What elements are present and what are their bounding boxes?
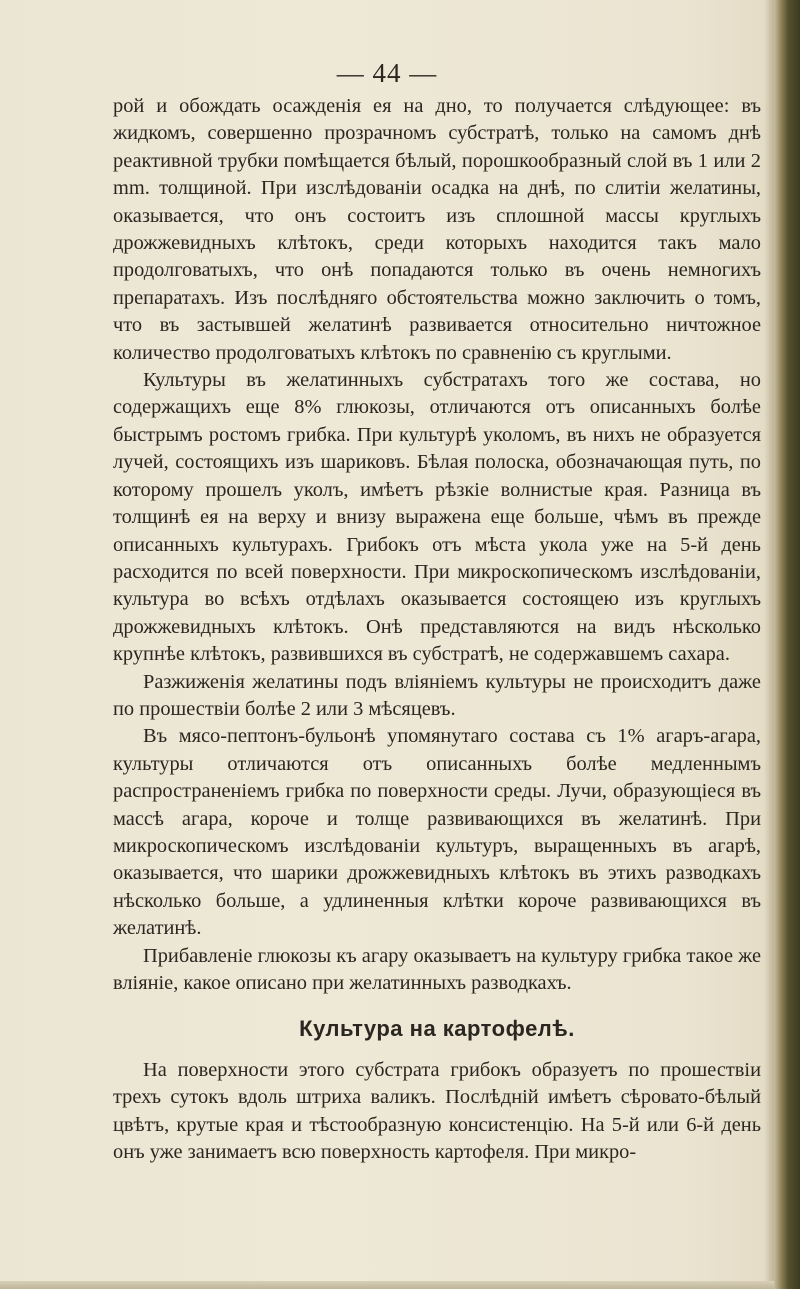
paragraph: Прибавленіе глюкозы къ агару оказываетъ на культуру грибка такое же вліяніе, какое описано при желатинныхъ разводкахъ. (113, 944, 761, 994)
page-number: — 44 — (336, 58, 438, 88)
page-bottom-edge (0, 1281, 774, 1289)
paragraph: Разжиженія желатины подъ вліяніемъ культуры не происходитъ даже по прошествіи болѣе 2 или 3 мѣсяцевъ. (113, 670, 761, 720)
paragraph: рой и обождать осажденія ея на дно, то получается слѣдующее: въ жидкомъ, совершенно прозрачномъ субстратѣ, только на самомъ днѣ реактивной трубки помѣщается бѣлый, порошкообразный слой въ 1 или 2 mm. толщиной. При изслѣдованіи осадка на днѣ, по слитіи желатины, оказывается, что онъ состоитъ изъ сплошной массы круглыхъ дрожжевидныхъ клѣтокъ, среди которыхъ находится такъ мало продолговатыхъ, что онѣ попадаются только въ очень немногихъ препаратахъ. Изъ послѣдняго обстоятельства можно заключить о томъ, что въ застывшей желатинѣ развивается относительно ничтожное количество продолговатыхъ клѣтокъ по сравненію съ круглыми. (113, 95, 761, 364)
paragraph: Культуры въ желатинныхъ субстратахъ того же состава, но содержащихъ еще 8% глюкозы, отличаются отъ описанныхъ болѣе быстрымъ ростомъ грибка. При культурѣ уколомъ, въ нихъ не образуется лучей, состоящихъ изъ шариковъ. Бѣлая полоска, обозначающая путь, по которому прошелъ уколъ, имѣетъ рѣзкіе волнистые края. Разница въ толщинѣ ея на верху и внизу выражена еще больше, чѣмъ въ прежде описанныхъ культурахъ. Грибокъ отъ мѣста укола уже на 5-й день расходится по всей поверхности. При микроскопическомъ изслѣдованіи, культура во всѣхъ отдѣлахъ оказывается состоящею изъ круглыхъ дрожжевидныхъ клѣтокъ. Онѣ представляются на видъ нѣсколько крупнѣе клѣтокъ, развившихся въ субстратѣ, не содержавшемъ сахара. (113, 369, 761, 666)
section-heading: Культура на картофелѣ. (299, 1016, 575, 1042)
body-text (113, 93, 761, 1166)
book-binding-edge (774, 0, 800, 1289)
paragraph: На поверхности этого субстрата грибокъ образуетъ по прошествіи трехъ сутокъ вдоль штриха валикъ. Послѣдній имѣетъ сѣровато-бѣлый цвѣтъ, крутые края и тѣстообразную консистенцію. На 5-й или 6-й день онъ уже занимаетъ всю поверхность картофеля. При микро- (113, 1058, 761, 1164)
paragraph: Въ мясо-пептонъ-бульонѣ упомянутаго состава съ 1% агаръ-агара, культуры отличаются отъ описанныхъ болѣе медленнымъ распространеніемъ грибка по поверхности среды. Лучи, образующіеся въ массѣ агара, короче и толще развивающихся въ желатинѣ. При микроскопическомъ изслѣдованіи культуръ, выращенныхъ въ агарѣ, оказывается, что шарики дрожжевидныхъ клѣтокъ въ этихъ разводкахъ нѣсколько больше, а удлиненныя клѣтки короче развивающихся въ желатинѣ. (113, 725, 761, 940)
page-edge-shadow (764, 0, 774, 1289)
